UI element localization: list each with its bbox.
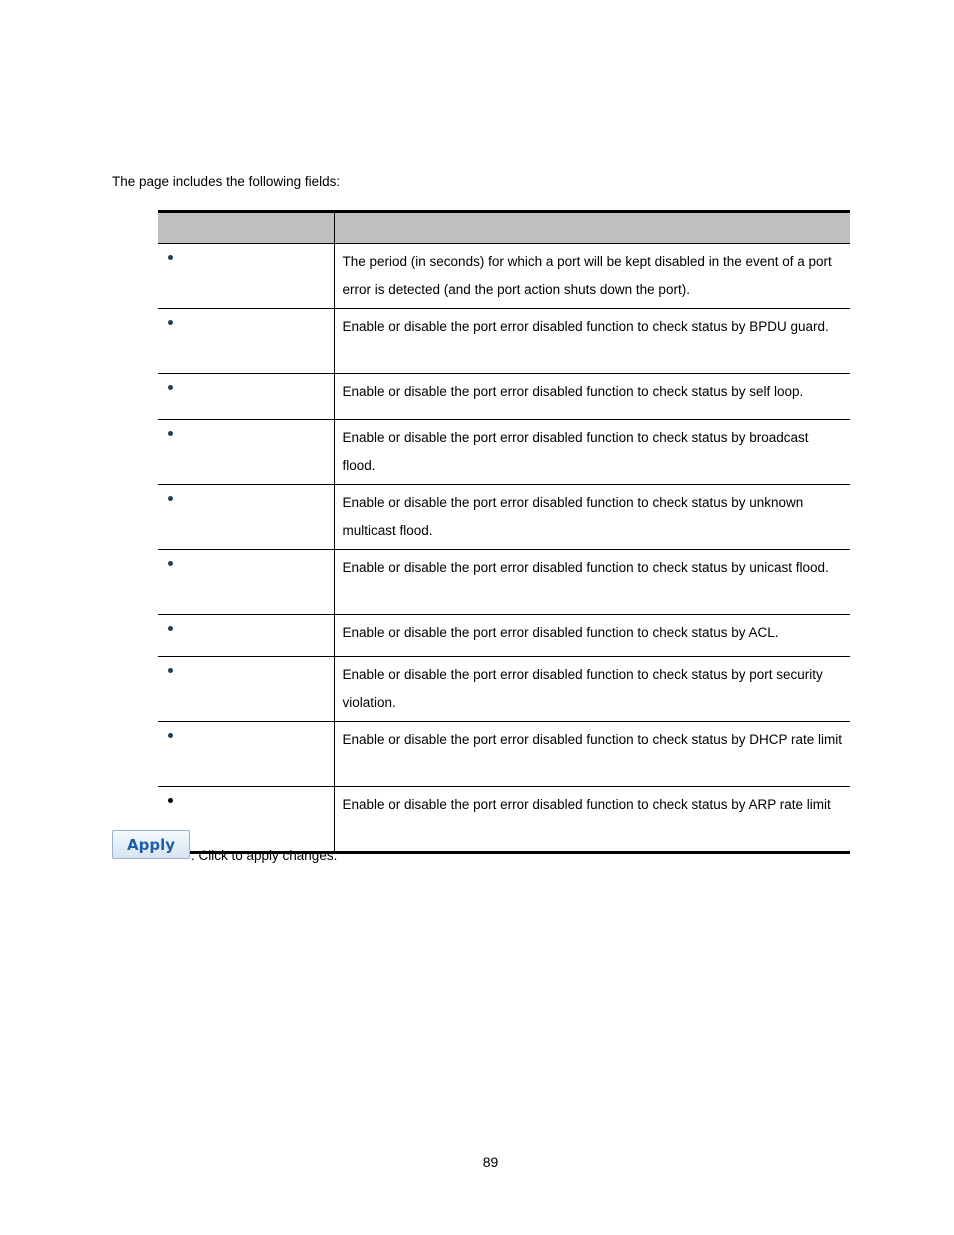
bullet-icon [168, 320, 173, 325]
table-row [158, 657, 850, 722]
table-row [158, 309, 850, 374]
intro-text: The page includes the following fields: [112, 174, 341, 189]
fields-table [158, 210, 850, 854]
object-cell [158, 485, 334, 550]
description-cell: The period (in seconds) for which a port will be kept disabled in the event of a port error is detected (and the port action shuts down the port). [334, 244, 850, 309]
bullet-icon [168, 798, 173, 803]
bullet-icon [168, 626, 173, 631]
object-cell [158, 309, 334, 374]
header-description [334, 212, 850, 244]
bullet-icon [168, 496, 173, 501]
table-row [158, 420, 850, 485]
table-row [158, 722, 850, 787]
table-row [158, 485, 850, 550]
bullet-icon [168, 255, 173, 260]
table-row [158, 374, 850, 420]
bullet-icon [168, 733, 173, 738]
object-cell [158, 374, 334, 420]
bullet-icon [168, 668, 173, 673]
description-cell: Enable or disable the port error disabled function to check status by unicast flood. [334, 550, 850, 615]
apply-description: : Click to apply changes. [191, 848, 338, 863]
bullet-icon [168, 431, 173, 436]
object-cell [158, 722, 334, 787]
table-row [158, 787, 850, 853]
object-cell [158, 657, 334, 722]
description-cell: Enable or disable the port error disabled function to check status by unknown multicast flood. [334, 485, 850, 550]
description-cell: Enable or disable the port error disabled function to check status by self loop. [334, 374, 850, 420]
table-row [158, 244, 850, 309]
table-row [158, 550, 850, 615]
description-cell: Enable or disable the port error disabled function to check status by BPDU guard. [334, 309, 850, 374]
object-cell [158, 244, 334, 309]
bullet-icon [168, 385, 173, 390]
apply-button[interactable]: Apply [112, 830, 190, 859]
table-header-row [158, 212, 850, 244]
description-cell: Enable or disable the port error disabled function to check status by broadcast flood. [334, 420, 850, 485]
object-cell [158, 550, 334, 615]
description-cell: Enable or disable the port error disabled function to check status by ARP rate limit [334, 787, 850, 853]
description-cell: Enable or disable the port error disabled function to check status by ACL. [334, 615, 850, 657]
bullet-icon [168, 561, 173, 566]
header-object [158, 212, 334, 244]
description-cell: Enable or disable the port error disabled function to check status by port security violation. [334, 657, 850, 722]
description-cell: Enable or disable the port error disabled function to check status by DHCP rate limit [334, 722, 850, 787]
object-cell [158, 615, 334, 657]
object-cell [158, 420, 334, 485]
table-row [158, 615, 850, 657]
page-number: 89 [482, 1154, 499, 1170]
